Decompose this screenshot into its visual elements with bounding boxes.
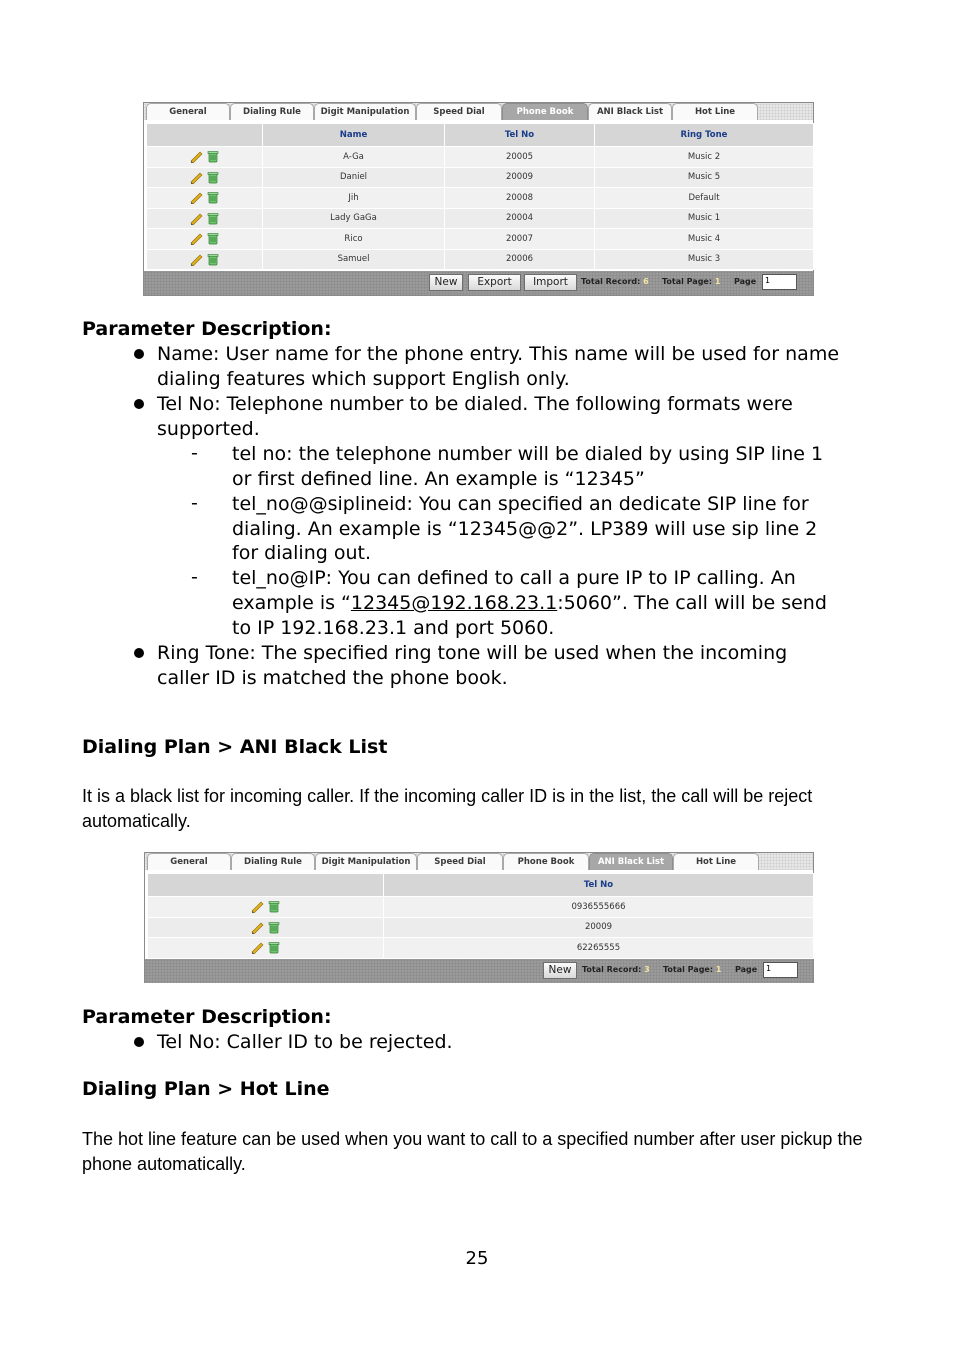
tab-hot-line[interactable]: Hot Line xyxy=(673,853,759,870)
format-1-line-1: tel no: the telephone number will be dialed by using SIP line 1 xyxy=(232,443,824,465)
edit-icon[interactable] xyxy=(190,150,204,163)
delete-icon[interactable] xyxy=(207,171,219,184)
tel-column-header: Tel No xyxy=(445,124,595,147)
ani-black-list-table xyxy=(147,873,814,959)
delete-icon[interactable] xyxy=(268,900,280,913)
tab-dialing-rule[interactable]: Dialing Rule xyxy=(231,853,315,870)
dash: - xyxy=(191,492,198,514)
tab-bar xyxy=(144,103,813,120)
tel-cell: 20009 xyxy=(445,167,595,188)
ring-cell: Music 3 xyxy=(595,249,814,270)
name-cell: Rico xyxy=(263,229,445,250)
edit-icon[interactable] xyxy=(251,921,265,934)
ani-black-list-heading: Dialing Plan > ANI Black List xyxy=(82,736,388,758)
action-column-header xyxy=(148,874,384,897)
format-2-line-1: tel_no@@siplineid: You can specified an dedicate SIP line for xyxy=(232,493,809,515)
table-header xyxy=(148,874,814,897)
tab-phone-book[interactable]: Phone Book xyxy=(502,103,588,120)
table-row xyxy=(147,249,814,270)
tab-ani-black-list[interactable]: ANI Black List xyxy=(588,103,672,120)
delete-icon[interactable] xyxy=(207,253,219,266)
tab-dialing-rule[interactable]: Dialing Rule xyxy=(230,103,314,120)
dash: - xyxy=(191,566,198,588)
name-cell: A-Ga xyxy=(263,147,445,168)
row-actions xyxy=(147,229,263,250)
page-input[interactable]: 1 xyxy=(763,962,798,978)
total-record-value: 3 xyxy=(644,965,650,974)
delete-icon[interactable] xyxy=(207,232,219,245)
tel-cell: 62265555 xyxy=(384,938,814,959)
total-record-value: 6 xyxy=(643,277,649,286)
edit-icon[interactable] xyxy=(190,191,204,204)
page-label: Page xyxy=(734,277,757,286)
bullet xyxy=(134,349,144,359)
format-2-line-3: for dialing out. xyxy=(232,542,372,564)
ring-cell: Default xyxy=(595,188,814,209)
row-actions xyxy=(147,208,263,229)
tel-cell: 20004 xyxy=(445,208,595,229)
action-column-header xyxy=(147,124,263,147)
edit-icon[interactable] xyxy=(190,171,204,184)
table-header xyxy=(147,124,814,147)
delete-icon[interactable] xyxy=(268,941,280,954)
tel-cell: 20007 xyxy=(445,229,595,250)
row-actions xyxy=(148,917,384,938)
edit-icon[interactable] xyxy=(190,212,204,225)
table-row xyxy=(147,229,814,250)
tel-cell: 20006 xyxy=(445,249,595,270)
format-3-line-3: to IP 192.168.23.1 and port 5060. xyxy=(232,617,555,639)
hot-line-heading: Dialing Plan > Hot Line xyxy=(82,1078,330,1100)
tel-cell: 0936555666 xyxy=(384,897,814,918)
row-actions xyxy=(147,249,263,270)
format-3-line-2: example is “12345@192.168.23.1:5060”. The call will be send xyxy=(232,592,827,614)
total-page-label: Total Page: 1 xyxy=(662,277,721,286)
ring-cell: Music 5 xyxy=(595,167,814,188)
name-cell: Daniel xyxy=(263,167,445,188)
ip-link[interactable]: 12345@192.168.23.1 xyxy=(350,592,558,614)
tab-digit-manipulation[interactable]: Digit Manipulation xyxy=(315,853,417,870)
tab-phone-book[interactable]: Phone Book xyxy=(503,853,589,870)
tab-hot-line[interactable]: Hot Line xyxy=(672,103,758,120)
ring-cell: Music 4 xyxy=(595,229,814,250)
phone-book-footer xyxy=(144,271,813,295)
new-button[interactable]: New xyxy=(429,274,463,291)
table-row xyxy=(148,917,814,938)
total-page-value: 1 xyxy=(714,277,721,286)
telno-desc-line-1: Tel No: Telephone number to be dialed. The following formats were xyxy=(157,393,793,415)
bullet xyxy=(134,648,144,658)
import-button[interactable]: Import xyxy=(524,274,577,291)
phone-book-table xyxy=(146,123,814,270)
table-row xyxy=(147,188,814,209)
delete-icon[interactable] xyxy=(207,191,219,204)
total-record-label: Total Record: 3 xyxy=(582,965,650,974)
ani-black-list-footer xyxy=(145,959,813,983)
total-page-value: 1 xyxy=(715,965,722,974)
ring-cell: Music 1 xyxy=(595,208,814,229)
ani-telno-desc: Tel No: Caller ID to be rejected. xyxy=(157,1031,453,1053)
row-actions xyxy=(148,938,384,959)
tab-speed-dial[interactable]: Speed Dial xyxy=(416,103,502,120)
total-record-label: Total Record: 6 xyxy=(581,277,649,286)
tab-ani-black-list[interactable]: ANI Black List xyxy=(589,853,673,870)
export-button[interactable]: Export xyxy=(468,274,521,291)
delete-icon[interactable] xyxy=(268,921,280,934)
page-number: 25 xyxy=(465,1248,489,1269)
dash: - xyxy=(191,442,198,464)
ani-black-list-panel xyxy=(144,852,814,983)
tab-speed-dial[interactable]: Speed Dial xyxy=(417,853,503,870)
tel-cell: 20009 xyxy=(384,917,814,938)
tel-cell: 20005 xyxy=(445,147,595,168)
total-page-label: Total Page: 1 xyxy=(663,965,722,974)
edit-icon[interactable] xyxy=(251,900,265,913)
tel-column-header: Tel No xyxy=(384,874,814,897)
ring-column-header: Ring Tone xyxy=(595,124,814,147)
phone-book-panel xyxy=(143,102,814,296)
name-desc-line-2: dialing features which support English only. xyxy=(157,368,570,390)
format-1-line-2: or first defined line. An example is “12345” xyxy=(232,468,645,490)
parameter-heading-2: Parameter Description: xyxy=(82,1006,332,1028)
format-3-line-1: tel_no@IP: You can defined to call a pure IP to IP calling. An xyxy=(232,567,796,589)
table-row xyxy=(148,938,814,959)
table-row xyxy=(147,147,814,168)
tab-general[interactable]: General xyxy=(147,853,231,870)
row-actions xyxy=(147,188,263,209)
edit-icon[interactable] xyxy=(190,253,204,266)
table-row xyxy=(147,208,814,229)
hot-line-paragraph: The hot line feature can be used when you want to call to a specified number after user pickup the phone automatically. xyxy=(82,1129,863,1174)
row-actions xyxy=(148,897,384,918)
tab-bar xyxy=(145,853,813,870)
edit-icon[interactable] xyxy=(190,232,204,245)
delete-icon[interactable] xyxy=(207,212,219,225)
name-cell: Samuel xyxy=(263,249,445,270)
format-2-line-2: dialing. An example is “12345@@2”. LP389 will use sip line 2 xyxy=(232,518,818,540)
row-actions xyxy=(147,147,263,168)
name-cell: Lady GaGa xyxy=(263,208,445,229)
ring-desc-line-1: Ring Tone: The specified ring tone will be used when the incoming xyxy=(157,642,788,664)
bullet xyxy=(134,399,144,409)
new-button[interactable]: New xyxy=(543,962,577,979)
name-cell: Jih xyxy=(263,188,445,209)
row-actions xyxy=(147,167,263,188)
ani-black-list-paragraph: It is a black list for incoming caller. If the incoming caller ID is in the list, the call will be reject automatically. xyxy=(82,786,813,831)
edit-icon[interactable] xyxy=(251,941,265,954)
name-desc-line-1: Name: User name for the phone entry. This name will be used for name xyxy=(157,343,840,365)
tab-digit-manipulation[interactable]: Digit Manipulation xyxy=(314,103,416,120)
page-label: Page xyxy=(735,965,758,974)
page-input[interactable]: 1 xyxy=(762,274,797,290)
tel-cell: 20008 xyxy=(445,188,595,209)
bullet xyxy=(134,1037,144,1047)
ring-cell: Music 2 xyxy=(595,147,814,168)
name-column-header: Name xyxy=(263,124,445,147)
table-row xyxy=(148,897,814,918)
tab-general[interactable]: General xyxy=(146,103,230,120)
parameter-heading-1: Parameter Description: xyxy=(82,318,332,340)
ring-desc-line-2: caller ID is matched the phone book. xyxy=(157,667,508,689)
telno-desc-line-2: supported. xyxy=(157,418,260,440)
delete-icon[interactable] xyxy=(207,150,219,163)
table-row xyxy=(147,167,814,188)
